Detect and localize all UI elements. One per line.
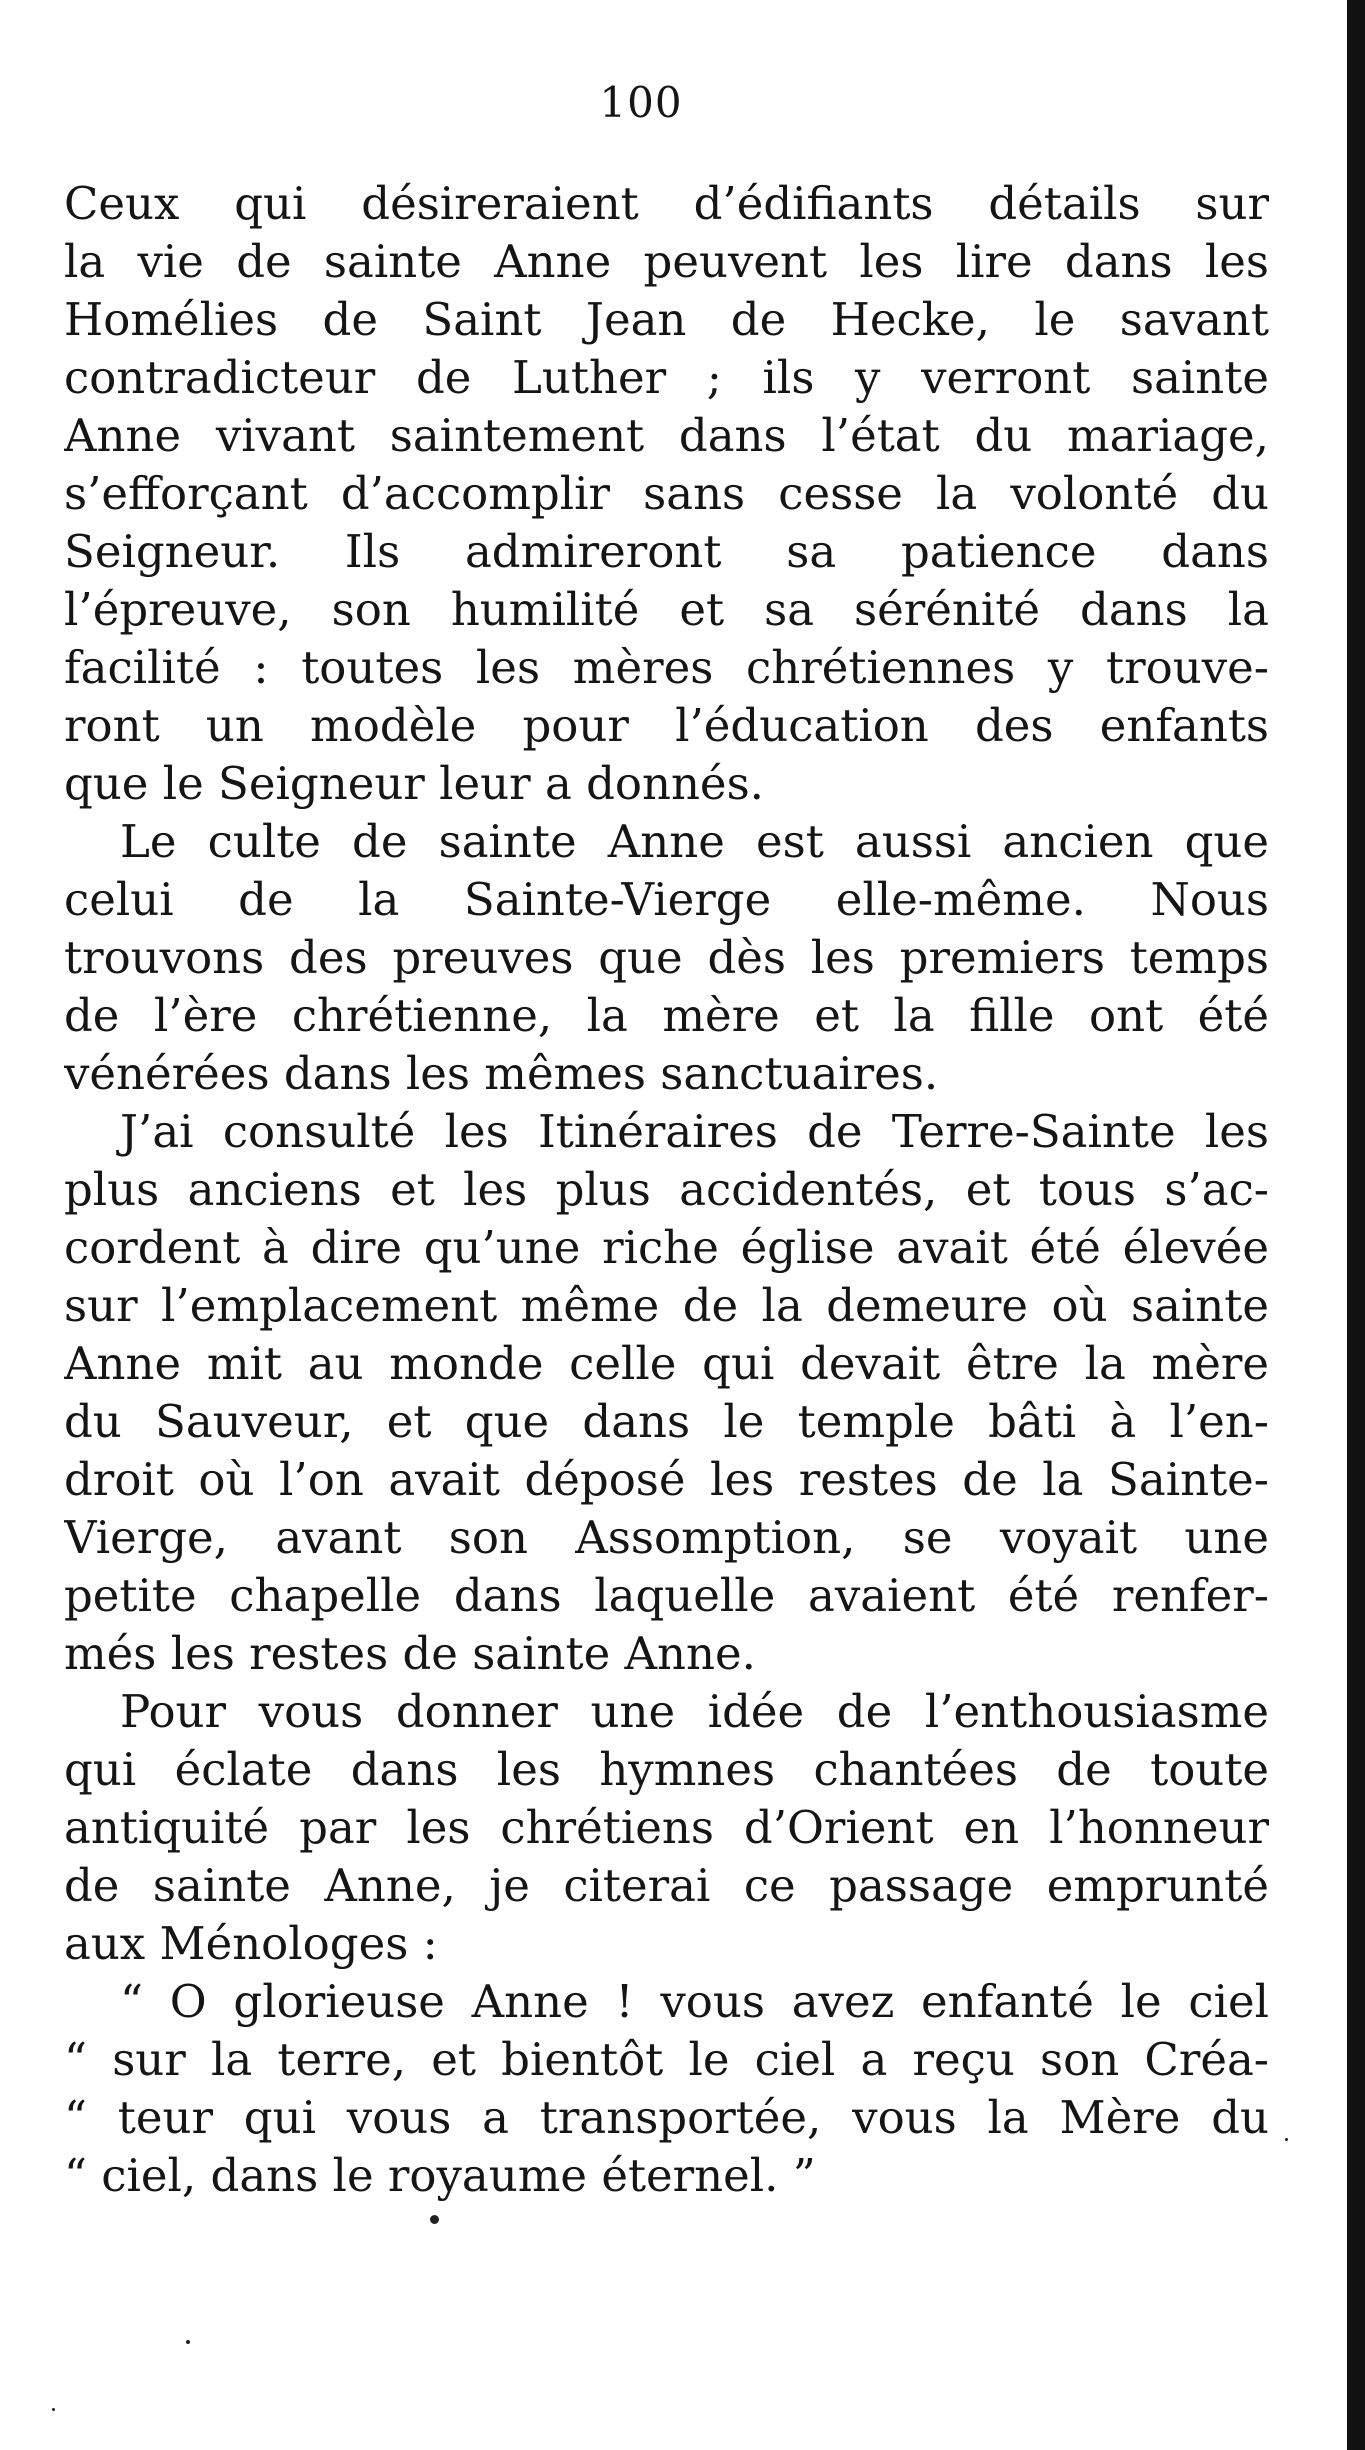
text-line: Ceux qui désireraient d’édifiants détails sur [64, 177, 1269, 230]
text-line: Seigneur. Ils admireront sa patience dans [64, 525, 1269, 578]
ink-speck [52, 2408, 55, 2411]
ink-speck [430, 2215, 439, 2224]
text-line: s’efforçant d’accomplir sans cesse la volonté du [64, 467, 1269, 520]
text-line: trouvons des preuves que dès les premiers temps [64, 931, 1269, 984]
text-line: du Sauveur, et que dans le temple bâti à l’en- [64, 1395, 1269, 1448]
text-line: Anne vivant saintement dans l’état du mariage, [64, 409, 1269, 462]
text-line: vénérées dans les mêmes sanctuaires. [64, 1047, 939, 1100]
text-line: l’épreuve, son humilité et sa sérénité dans la [64, 583, 1269, 636]
text-line: antiquité par les chrétiens d’Orient en l’honneur [64, 1801, 1269, 1854]
text-line: de sainte Anne, je citerai ce passage emprunté [64, 1859, 1269, 1912]
body-text [64, 175, 1269, 2205]
text-line: la vie de sainte Anne peuvent les lire dans les [64, 235, 1269, 288]
text-line: aux Ménologes : [64, 1917, 438, 1970]
text-line: Vierge, avant son Assomption, se voyait une [64, 1511, 1269, 1564]
text-line: droit où l’on avait déposé les restes de la Sainte- [64, 1453, 1269, 1506]
paragraph-culte [64, 813, 1269, 1103]
text-line: que le Seigneur leur a donnés. [64, 757, 764, 810]
text-line: Anne mit au monde celle qui devait être la mère [64, 1337, 1269, 1390]
text-line: celui de la Sainte-Vierge elle-même. Nous [64, 873, 1269, 926]
text-line: qui éclate dans les hymnes chantées de toute [64, 1743, 1269, 1796]
text-line: cordent à dire qu’une riche église avait été élevée [64, 1221, 1269, 1274]
text-line: Pour vous donner une idée de l’enthousiasme [120, 1685, 1269, 1738]
text-line: “ teur qui vous a transportée, vous la Mère du [64, 2091, 1269, 2144]
quotation [64, 1973, 1269, 2205]
page-edge-shadow [1347, 0, 1365, 2450]
text-line: sur l’emplacement même de la demeure où sainte [64, 1279, 1269, 1332]
text-line: Homélies de Saint Jean de Hecke, le savant [64, 293, 1269, 346]
text-line: plus anciens et les plus accidentés, et tous s’ac- [64, 1163, 1269, 1216]
ink-speck [186, 2340, 190, 2344]
text-line: de l’ère chrétienne, la mère et la fille ont été [64, 989, 1269, 1042]
text-line: contradicteur de Luther ; ils y verront sainte [64, 351, 1269, 404]
text-line: més les restes de sainte Anne. [64, 1627, 756, 1680]
text-line: “ ciel, dans le royaume éternel. ” [64, 2149, 816, 2202]
text-line: petite chapelle dans laquelle avaient été renfer- [64, 1569, 1269, 1622]
ink-speck [1285, 2138, 1288, 2141]
text-line: facilité : toutes les mères chrétiennes y trouve- [64, 641, 1269, 694]
page-number: 100 [599, 78, 683, 127]
text-line: Le culte de sainte Anne est aussi ancien que [120, 815, 1269, 868]
paragraph-itineraires [64, 1103, 1269, 1683]
text-line: “ sur la terre, et bientôt le ciel a reçu son Créa- [64, 2033, 1269, 2086]
text-line: “ O glorieuse Anne ! vous avez enfanté le ciel [120, 1975, 1269, 2028]
paragraph-homelies [64, 175, 1269, 813]
text-line: ront un modèle pour l’éducation des enfants [64, 699, 1269, 752]
text-line: J’ai consulté les Itinéraires de Terre-Sainte les [120, 1105, 1269, 1158]
paragraph-menologes [64, 1683, 1269, 1973]
